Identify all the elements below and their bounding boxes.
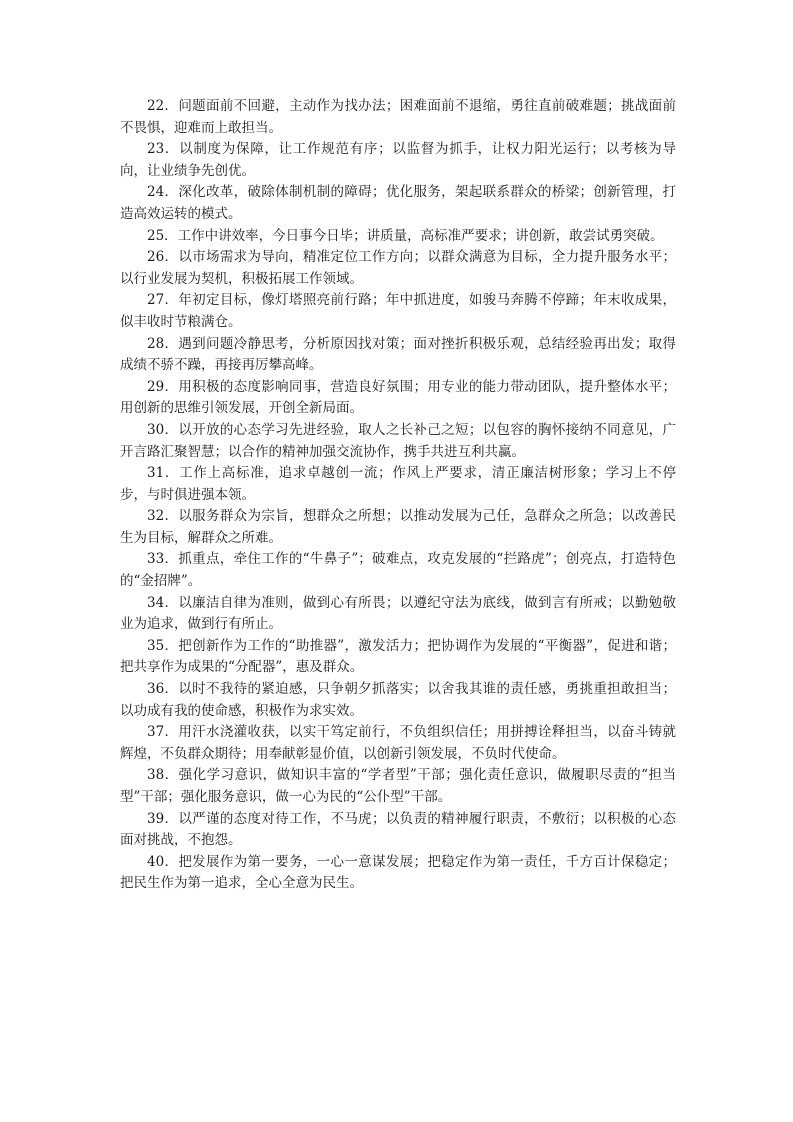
- list-item: 33．抓重点，牵住工作的“牛鼻子”；破难点，攻克发展的“拦路虎”；创亮点，打造特色的“金招牌”。: [120, 551, 676, 590]
- list-item: 29．用积极的态度影响同事，营造良好氛围；用专业的能力带动团队，提升整体水平；用创新的思维引领发展，开创全新局面。: [120, 378, 676, 417]
- list-item: 24．深化改革，破除体制机制的障碍；优化服务，架起联系群众的桥梁；创新管理，打造高效运转的模式。: [120, 184, 676, 222]
- list-item: 40．把发展作为第一要务，一心一意谋发展；把稳定作为第一责任，千方百计保稳定；把民生作为第一追求，全心全意为民生。: [120, 853, 676, 892]
- document-body: [120, 96, 676, 895]
- list-item: 30．以开放的心态学习先进经验，取人之长补己之短；以包容的胸怀接纳不同意见，广开言路汇聚智慧；以合作的精神加强交流协作，携手共进互利共赢。: [120, 421, 676, 460]
- list-item: 25．工作中讲效率，今日事今日毕；讲质量，高标准严要求；讲创新，敢尝试勇突破。: [147, 227, 664, 244]
- list-item: 35．把创新作为工作的“助推器”，激发活力；把协调作为发展的“平衡器”，促进和谐；把共享作为成果的“分配器”，惠及群众。: [120, 637, 676, 676]
- list-item: 22．问题面前不回避，主动作为找办法；困难面前不退缩，勇往直前破难题；挑战面前不畏惧，迎难而上敢担当。: [120, 98, 676, 136]
- list-item: 27．年初定目标，像灯塔照亮前行路；年中抓进度，如骏马奔腾不停蹄；年末收成果，似丰收时节粮满仓。: [120, 292, 676, 330]
- list-item: 26．以市场需求为导向，精准定位工作方向；以群众满意为目标，全力提升服务水平；以行业发展为契机，积极拓展工作领域。: [120, 249, 676, 287]
- list-item: 28．遇到问题冷静思考，分析原因找对策；面对挫折积极乐观，总结经验再出发；取得成绩不骄不躁，再接再厉攀高峰。: [120, 335, 676, 374]
- list-item: 31．工作上高标准，追求卓越创一流；作风上严要求，清正廉洁树形象；学习上不停步，与时俱进强本领。: [120, 465, 676, 503]
- list-item: 38．强化学习意识，做知识丰富的“学者型”干部；强化责任意识，做履职尽责的“担当型”干部；强化服务意识，做一心为民的“公仆型”干部。: [120, 767, 676, 805]
- list-item: 23．以制度为保障，让工作规范有序；以监督为抓手，让权力阳光运行；以考核为导向，让业绩争先创优。: [120, 141, 676, 179]
- list-item: 39．以严谨的态度对待工作，不马虎；以负责的精神履行职责，不敷衍；以积极的心态面对挑战，不抱怨。: [120, 810, 676, 849]
- list-item: 36．以时不我待的紧迫感，只争朝夕抓落实；以舍我其谁的责任感，勇挑重担敢担当；以功成有我的使命感，积极作为求实效。: [120, 681, 676, 719]
- list-item: 37．用汗水浇灌收获，以实干笃定前行，不负组织信任；用拼搏诠释担当，以奋斗铸就辉煌，不负群众期待；用奉献彰显价值，以创新引领发展，不负时代使命。: [120, 724, 676, 762]
- list-item: 34．以廉洁自律为准则，做到心有所畏；以遵纪守法为底线，做到言有所戒；以勤勉敬业为追求，做到行有所止。: [120, 594, 676, 633]
- list-item: 32．以服务群众为宗旨，想群众之所想；以推动发展为己任，急群众之所急；以改善民生为目标，解群众之所难。: [120, 508, 676, 546]
